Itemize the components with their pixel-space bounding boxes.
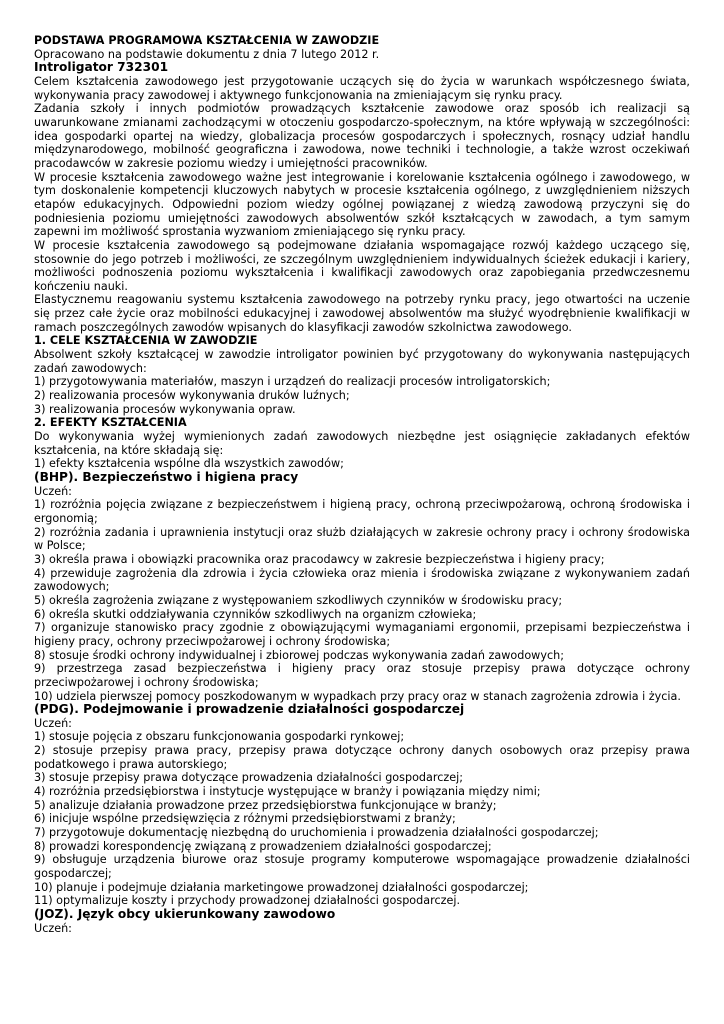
list-item: 1) rozróżnia pojęcia związane z bezpieczeństwem i higieną pracy, ochroną przeciwpożarową, ochroną środowiska i ergonomią; <box>34 498 690 525</box>
intro-paragraph: W procesie kształcenia zawodowego ważne jest integrowanie i korelowanie kształcenia ogólnego i zawodowego, w tym doskonalenie kompetencji kluczowych nabytych w procesie kształcenia ogólnego, z uwzględnieniem niższych etapów edukacyjnych. Odpowiedni poziom wiedzy ogólnej powiązanej z wiedzą zawodową przyczyni się do podniesienia poziomu umiejętności zawodowych absolwentów szkół kształcących w zawodach, a tym samym zapewni im możliwość sprostania wyzwaniom zmieniającego się rynku pracy. <box>34 170 690 239</box>
list-item: 10) udziela pierwszej pomocy poszkodowanym w wypadkach przy pracy oraz w stanach zagrożenia zdrowia i życia. <box>34 689 681 703</box>
list-item: 3) określa prawa i obowiązki pracownika oraz pracodawcy w zakresie bezpieczeństwa i higieny pracy; <box>34 552 605 566</box>
list-item: 4) rozróżnia przedsiębiorstwa i instytucje występujące w branży i powiązania między nimi; <box>34 785 541 799</box>
student-label: Uczeń: <box>34 716 72 730</box>
list-item: 9) przestrzega zasad bezpieczeństwa i higieny pracy oraz stosuje przepisy prawa dotyczące ochrony przeciwpożarowej i ochrony środowiska; <box>34 662 690 689</box>
section-lead: Do wykonywania wyżej wymienionych zadań zawodowych niezbędne jest osiągnięcie zakładanych efektów kształcenia, na które składają się: <box>34 430 690 457</box>
document-title: PODSTAWA PROGRAMOWA KSZTAŁCENIA W ZAWODZIE <box>34 34 380 47</box>
subsection-heading-joz: (JOZ). Język obcy ukierunkowany zawodowo <box>34 907 336 921</box>
list-item: 5) analizuje działania prowadzone przez przedsiębiorstwa funkcjonujące w branży; <box>34 798 497 812</box>
document-page <box>34 34 690 935</box>
subsection-heading-pdg: (PDG). Podejmowanie i prowadzenie działalności gospodarczej <box>34 702 465 717</box>
list-item: 2) stosuje przepisy prawa pracy, przepisy prawa dotyczące ochrony danych osobowych oraz przepisy prawa podatkowego i prawa autorskiego; <box>34 744 690 771</box>
section-heading-goals: 1. CELE KSZTAŁCENIA W ZAWODZIE <box>34 334 258 348</box>
section-lead: Absolwent szkoły kształcącej w zawodzie introligator powinien być przygotowany do wykonywania następujących zadań zawodowych: <box>34 348 690 375</box>
list-item: 3) stosuje przepisy prawa dotyczące prowadzenia działalności gospodarczej; <box>34 771 464 785</box>
list-item: 10) planuje i podejmuje działania marketingowe prowadzonej działalności gospodarczej; <box>34 880 529 894</box>
list-item: 1) przygotowywania materiałów, maszyn i urządzeń do realizacji procesów introligatorskich; <box>34 375 551 389</box>
list-item: 7) przygotowuje dokumentację niezbędną do uruchomienia i prowadzenia działalności gospodarczej; <box>34 826 599 840</box>
list-item: 6) określa skutki oddziaływania czynników szkodliwych na organizm człowieka; <box>34 607 477 621</box>
list-item: 7) organizuje stanowisko pracy zgodnie z obowiązującymi wymaganiami ergonomii, przepisami bezpieczeństwa i higieny pracy, ochrony przeciwpożarowej i ochrony środowiska; <box>34 621 690 648</box>
list-item: 2) realizowania procesów wykonywania druków luźnych; <box>34 389 350 403</box>
intro-paragraph: W procesie kształcenia zawodowego są podejmowane działania wspomagające rozwój każdego uczącego się, stosownie do jego potrzeb i możliwości, ze szczególnym uwzględnieniem indywidualnych ścieżek edukacji i kariery, możliwości podnoszenia poziomu wykształcenia i kwalifikacji zawodowych oraz zapobiegania przedwczesnemu kończeniu nauki. <box>34 238 690 293</box>
student-label: Uczeń: <box>34 921 72 935</box>
list-item: 9) obsługuje urządzenia biurowe oraz stosuje programy komputerowe wspomagające prowadzenie działalności gospodarczej; <box>34 853 690 881</box>
list-item: 1) stosuje pojęcia z obszaru funkcjonowania gospodarki rynkowej; <box>34 730 405 744</box>
intro-paragraph: Elastycznemu reagowaniu systemu kształcenia zawodowego na potrzeby rynku pracy, jego otwartości na uczenie się przez całe życie oraz mobilności edukacyjnej i zawodowej absolwentów ma służyć wyodrębnienie kwalifikacji w ramach poszczególnych zawodów wpisanych do klasyfikacji zawodów szkolnictwa zawodowego. <box>34 293 690 334</box>
list-item: 3) realizowania procesów wykonywania opraw. <box>34 402 296 416</box>
profession-title: Introligator 732301 <box>34 60 169 75</box>
intro-paragraph: Zadania szkoły i innych podmiotów prowadzących kształcenie zawodowe oraz sposób ich realizacji są uwarunkowane zmianami zachodzącymi w otoczeniu gospodarczo-społecznym, na które wpływają w szczególności: idea gospodarki opartej na wiedzy, globalizacja procesów gospodarczych i społecznych, rosnący udział handlu międzynarodowego, mobilność geograficzna i zawodowa, nowe techniki i technologie, a także wzrost oczekiwań pracodawców w zakresie poziomu wiedzy i umiejętności pracowników. <box>34 102 690 170</box>
subsection-heading-bhp: (BHP). Bezpieczeństwo i higiena pracy <box>34 470 299 484</box>
list-item: 4) przewiduje zagrożenia dla zdrowia i życia człowieka oraz mienia i środowiska związane z wykonywaniem zadań zawodowych; <box>34 566 690 594</box>
list-item: 11) optymalizuje koszty i przychody prowadzonej działalności gospodarczej. <box>34 894 461 908</box>
list-item: 5) określa zagrożenia związane z występowaniem szkodliwych czynników w środowisku pracy; <box>34 593 563 607</box>
list-item: 8) prowadzi korespondencję związaną z prowadzeniem działalności gospodarczej; <box>34 839 492 853</box>
intro-paragraph: Celem kształcenia zawodowego jest przygotowanie uczących się do życia w warunkach współczesnego świata, wykonywania pracy zawodowej i aktywnego funkcjonowania na zmieniającym się rynku pracy. <box>34 74 690 102</box>
list-item: 2) rozróżnia zadania i uprawnienia instytucji oraz służb działających w zakresie ochrony pracy i ochrony środowiska w Polsce; <box>34 525 690 553</box>
list-item: 6) inicjuje wspólne przedsięwzięcia z różnymi przedsiębiorstwami z branży; <box>34 812 456 826</box>
list-item: 1) efekty kształcenia wspólne dla wszystkich zawodów; <box>34 457 344 471</box>
student-label: Uczeń: <box>34 484 72 498</box>
section-heading-outcomes: 2. EFEKTY KSZTAŁCENIA <box>34 416 187 430</box>
list-item: 8) stosuje środki ochrony indywidualnej i zbiorowej podczas wykonywania zadań zawodowych; <box>34 648 564 662</box>
document-subtitle: Opracowano na podstawie dokumentu z dnia 7 lutego 2012 r. <box>34 47 380 61</box>
